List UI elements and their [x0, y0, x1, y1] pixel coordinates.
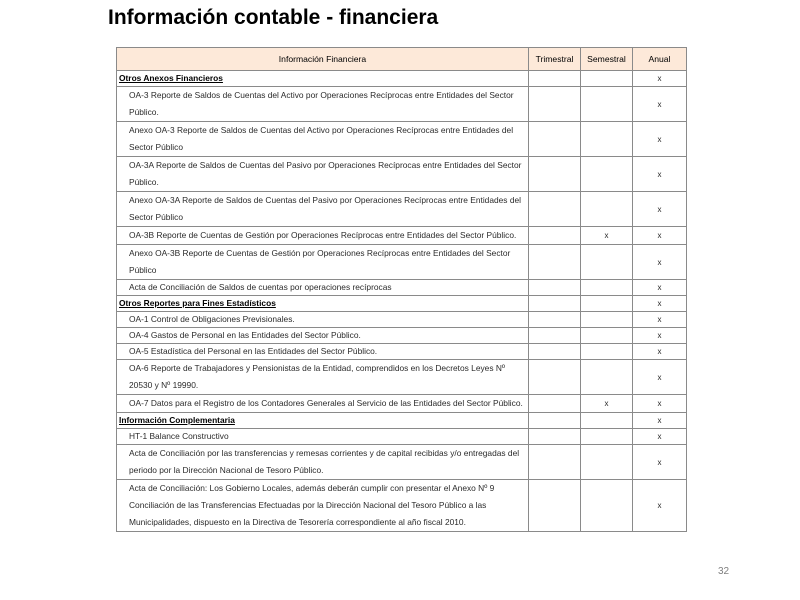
trimestral-mark [529, 296, 581, 312]
report-description: OA-7 Datos para el Registro de los Contadores Generales al Servicio de las Entidades del Sector Público. [117, 395, 529, 413]
trimestral-mark [529, 157, 581, 192]
table-row [117, 480, 687, 532]
anual-mark: x [633, 360, 687, 395]
section-heading: Información Complementaria [117, 413, 529, 429]
semestral-mark [581, 445, 633, 480]
trimestral-mark [529, 413, 581, 429]
anual-mark: x [633, 413, 687, 429]
trimestral-mark [529, 445, 581, 480]
table-row [117, 445, 687, 480]
report-description: OA-5 Estadística del Personal en las Entidades del Sector Público. [117, 344, 529, 360]
trimestral-mark [529, 395, 581, 413]
table-section-row [117, 296, 687, 312]
report-description: OA-3 Reporte de Saldos de Cuentas del Activo por Operaciones Recíprocas entre Entidades del Sector Público. [117, 87, 529, 122]
semestral-mark [581, 122, 633, 157]
trimestral-mark [529, 87, 581, 122]
trimestral-mark [529, 344, 581, 360]
table-row [117, 344, 687, 360]
report-description: OA-6 Reporte de Trabajadores y Pensionistas de la Entidad, comprendidos en los Decretos Leyes Nº 20530 y Nº 19990. [117, 360, 529, 395]
anual-mark: x [633, 192, 687, 227]
anual-mark: x [633, 71, 687, 87]
report-description: Acta de Conciliación por las transferencias y remesas corrientes y de capital recibidas y/o entregadas del periodo por la Dirección Nacional de Tesoro Público. [117, 445, 529, 480]
semestral-mark [581, 312, 633, 328]
anual-mark: x [633, 395, 687, 413]
report-description: Acta de Conciliación de Saldos de cuentas por operaciones recíprocas [117, 280, 529, 296]
trimestral-mark [529, 312, 581, 328]
trimestral-mark [529, 360, 581, 395]
anual-mark: x [633, 157, 687, 192]
table-row [117, 245, 687, 280]
report-description: OA-3B Reporte de Cuentas de Gestión por Operaciones Recíprocas entre Entidades del Sector Público. [117, 227, 529, 245]
anual-mark: x [633, 245, 687, 280]
table-body [117, 71, 687, 532]
report-description: Anexo OA-3A Reporte de Saldos de Cuentas del Pasivo por Operaciones Recíprocas entre Entidades del Sector Público [117, 192, 529, 227]
report-description: HT-1 Balance Constructivo [117, 429, 529, 445]
report-description: Anexo OA-3 Reporte de Saldos de Cuentas del Activo por Operaciones Recíprocas entre Entidades del Sector Público [117, 122, 529, 157]
trimestral-mark [529, 480, 581, 532]
semestral-mark [581, 245, 633, 280]
table-row [117, 280, 687, 296]
table-row [117, 312, 687, 328]
table-row [117, 429, 687, 445]
report-description: OA-3A Reporte de Saldos de Cuentas del Pasivo por Operaciones Recíprocas entre Entidades del Sector Público. [117, 157, 529, 192]
anual-mark: x [633, 312, 687, 328]
table-header-row [117, 48, 687, 71]
semestral-mark [581, 480, 633, 532]
semestral-mark [581, 360, 633, 395]
semestral-mark: x [581, 395, 633, 413]
semestral-mark [581, 413, 633, 429]
page-number: 32 [718, 566, 730, 577]
anual-mark: x [633, 296, 687, 312]
trimestral-mark [529, 122, 581, 157]
trimestral-mark [529, 429, 581, 445]
table-row [117, 87, 687, 122]
page-title: Información contable - financiera [108, 6, 439, 29]
anual-mark: x [633, 122, 687, 157]
header-anual: Anual [633, 48, 687, 71]
semestral-mark [581, 429, 633, 445]
header-informacion-financiera: Información Financiera [117, 48, 529, 71]
table-row [117, 122, 687, 157]
anual-mark: x [633, 328, 687, 344]
trimestral-mark [529, 192, 581, 227]
report-description: OA-4 Gastos de Personal en las Entidades del Sector Público. [117, 328, 529, 344]
table-row [117, 328, 687, 344]
trimestral-mark [529, 280, 581, 296]
table-row [117, 360, 687, 395]
anual-mark: x [633, 87, 687, 122]
report-description: OA-1 Control de Obligaciones Previsionales. [117, 312, 529, 328]
semestral-mark [581, 157, 633, 192]
semestral-mark [581, 328, 633, 344]
semestral-mark [581, 87, 633, 122]
financial-info-table [116, 47, 687, 532]
anual-mark: x [633, 227, 687, 245]
section-heading: Otros Reportes para Fines Estadísticos [117, 296, 529, 312]
semestral-mark: x [581, 227, 633, 245]
table-row [117, 395, 687, 413]
semestral-mark [581, 344, 633, 360]
table-row [117, 192, 687, 227]
trimestral-mark [529, 71, 581, 87]
table-row [117, 157, 687, 192]
anual-mark: x [633, 480, 687, 532]
header-trimestral: Trimestral [529, 48, 581, 71]
semestral-mark [581, 71, 633, 87]
semestral-mark [581, 192, 633, 227]
trimestral-mark [529, 227, 581, 245]
anual-mark: x [633, 344, 687, 360]
report-description: Acta de Conciliación: Los Gobierno Locales, además deberán cumplir con presentar el Anexo Nº 9 Conciliación de las Transferencias Efectuadas por la Dirección Nacional del Tesoro Público a las Municipalidades, dispuesto en la Directiva de Tesorería correspondiente al año fiscal 2010. [117, 480, 529, 532]
semestral-mark [581, 280, 633, 296]
anual-mark: x [633, 280, 687, 296]
anual-mark: x [633, 429, 687, 445]
header-semestral: Semestral [581, 48, 633, 71]
trimestral-mark [529, 328, 581, 344]
table-row [117, 227, 687, 245]
report-description: Anexo OA-3B Reporte de Cuentas de Gestión por Operaciones Recíprocas entre Entidades del Sector Público [117, 245, 529, 280]
financial-info-table-container [116, 47, 686, 532]
trimestral-mark [529, 245, 581, 280]
semestral-mark [581, 296, 633, 312]
table-section-row [117, 413, 687, 429]
table-section-row [117, 71, 687, 87]
section-heading: Otros Anexos Financieros [117, 71, 529, 87]
anual-mark: x [633, 445, 687, 480]
